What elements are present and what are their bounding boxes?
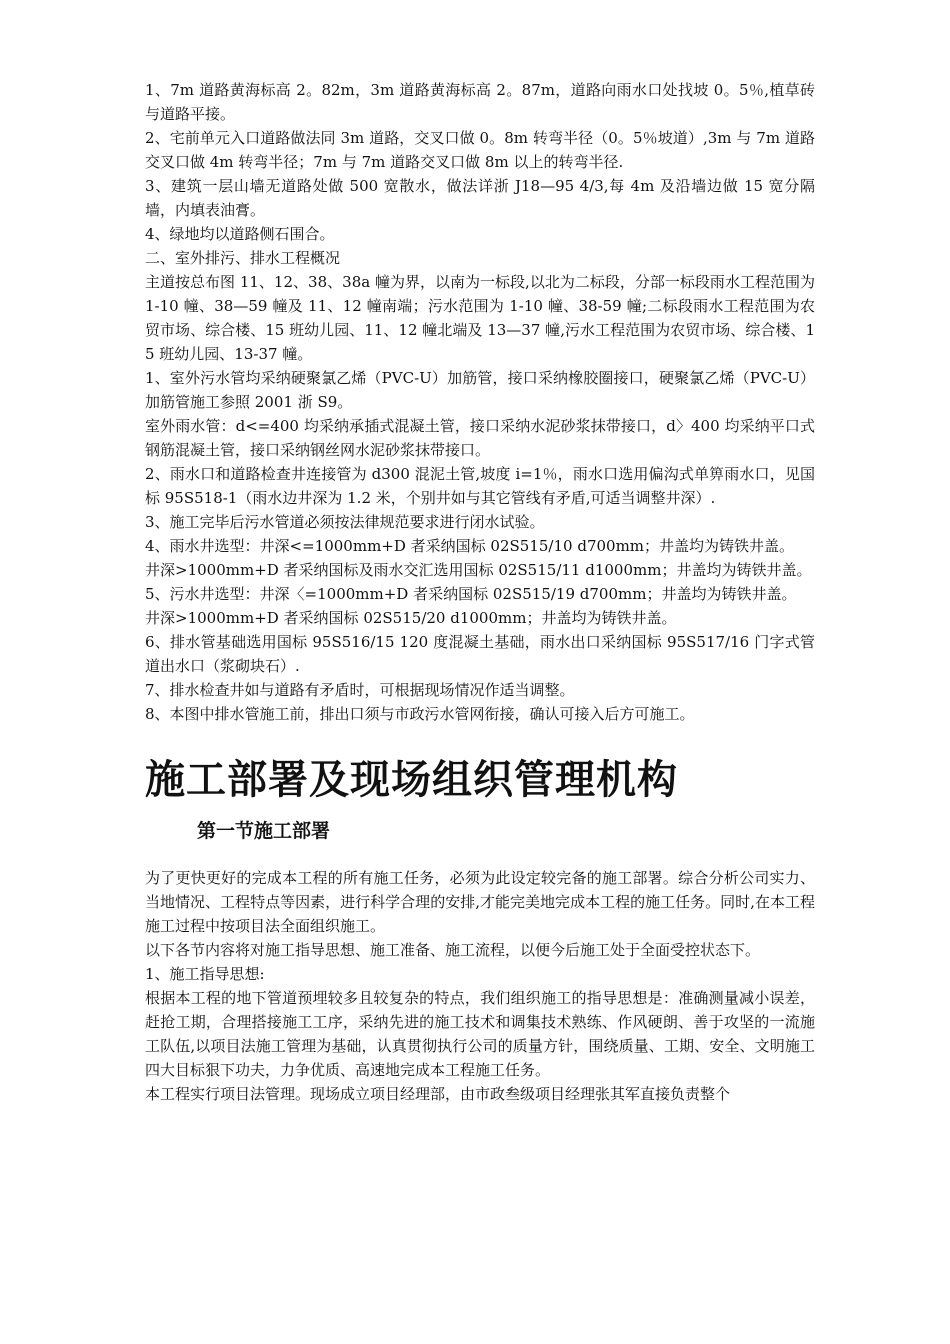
paragraph: 为了更快更好的完成本工程的所有施工任务，必须为此设定较完备的施工部署。综合分析公司实力、当地情况、工程特点等因素，进行科学合理的安排,才能完美地完成本工程的施工任务。同时,在本工程施工过程中按项目法全面组织施工。 <box>145 869 815 935</box>
paragraph: 井深>1000mm+D 者采纳国标 02S515/20 d1000mm；井盖均为铸铁井盖。 <box>145 609 677 627</box>
paragraph: 1、7m 道路黄海标高 2。82m，3m 道路黄海标高 2。87m，道路向雨水口处找坡 0。5％,植草砖与道路平接。 <box>145 81 815 123</box>
paragraph: 1、施工指导思想: <box>145 965 265 983</box>
document-page <box>145 78 815 1106</box>
paragraph: 井深>1000mm+D 者采纳国标及雨水交汇选用国标 02S515/11 d1000mm；井盖均为铸铁井盖。 <box>145 561 812 579</box>
paragraph: 2、宅前单元入口道路做法同 3m 道路，交叉口做 0。8m 转弯半径（0。5％坡道）,3m 与 7m 道路交叉口做 4m 转弯半径；7m 与 7m 道路交叉口做 8m 以上的转弯半径. <box>145 129 815 171</box>
paragraph: 室外雨水管：d<=400 均采纳承插式混凝土管，接口采纳水泥砂浆抹带接口，d〉400 均采纳平口式钢筋混凝土管，接口采纳钢丝网水泥砂浆抹带接口。 <box>145 417 815 459</box>
paragraph: 6、排水管基础选用国标 95S516/15 120 度混凝土基础，雨水出口采纳国标 95S517/16 门字式管道出水口（浆砌块石）. <box>145 633 815 675</box>
paragraph: 根据本工程的地下管道预埋较多且较复杂的特点，我们组织施工的指导思想是：准确测量减小误差，赶抢工期，合理搭接施工工序，采纳先进的施工技术和调集技术熟练、作风硬朗、善于攻坚的一流施工队伍,以项目法施工管理为基础，认真贯彻执行公司的质量方针，围绕质量、工期、安全、文明施工四大目标狠下功夫，力争优质、高速地完成本工程施工任务。 <box>145 989 815 1079</box>
paragraph: 4、雨水井选型：井深<=1000mm+D 者采纳国标 02S515/10 d700mm；井盖均为铸铁井盖。 <box>145 537 795 555</box>
section-heading: 二、室外排污、排水工程概况 <box>145 249 341 267</box>
paragraph: 3、施工完毕后污水管道必须按法律规范要求进行闭水试验。 <box>145 513 545 531</box>
paragraph: 2、雨水口和道路检查井连接管为 d300 混泥土管,坡度 i=1％，雨水口选用偏沟式单箅雨水口，见国标 95S518-1（雨水边井深为 1.2 米，个别井如与其它管线有矛盾,可适当调整井深）. <box>145 465 815 507</box>
chapter-title: 施工部署及现场组织管理机构 <box>145 757 678 803</box>
paragraph: 主道按总布图 11、12、38、38a 幢为界，以南为一标段,以北为二标段，分部一标段雨水工程范围为 1-10 幢、38—59 幢及 11、12 幢南端；污水范围为 1-10 幢、38-59 幢;二标段雨水工程范围为农贸市场、综合楼、15 班幼儿园、11、12 幢北端及 13—37 幢,污水工程范围为农贸市场、综合楼、15 班幼儿园、13-37 幢。 <box>145 273 815 363</box>
paragraph: 4、绿地均以道路侧石围合。 <box>145 225 335 243</box>
paragraph: 5、污水井选型：井深〈=1000mm+D 者采纳国标 02S515/19 d700mm；井盖均为铸铁井盖。 <box>145 585 797 603</box>
paragraph: 3、建筑一层山墙无道路处做 500 宽散水，做法详浙 J18—95 4/3,每 4m 及沿墙边做 15 宽分隔墙，内填表油膏。 <box>145 177 815 219</box>
paragraph: 7、排水检查井如与道路有矛盾时，可根据现场情况作适当调整。 <box>145 681 575 699</box>
paragraph: 1、室外污水管均采纳硬聚氯乙烯（PVC-U）加筋管，接口采纳橡胶圈接口，硬聚氯乙烯（PVC-U）加筋管施工参照 2001 浙 S9。 <box>145 369 815 411</box>
paragraph: 8、本图中排水管施工前，排出口须与市政污水管网衔接，确认可接入后方可施工。 <box>145 705 695 723</box>
paragraph: 本工程实行项目法管理。现场成立项目经理部，由市政叁级项目经理张其军直接负责整个 <box>145 1085 731 1103</box>
paragraph: 以下各节内容将对施工指导思想、施工准备、施工流程，以便今后施工处于全面受控状态下。 <box>145 941 761 959</box>
section-title: 第一节施工部署 <box>197 820 331 842</box>
